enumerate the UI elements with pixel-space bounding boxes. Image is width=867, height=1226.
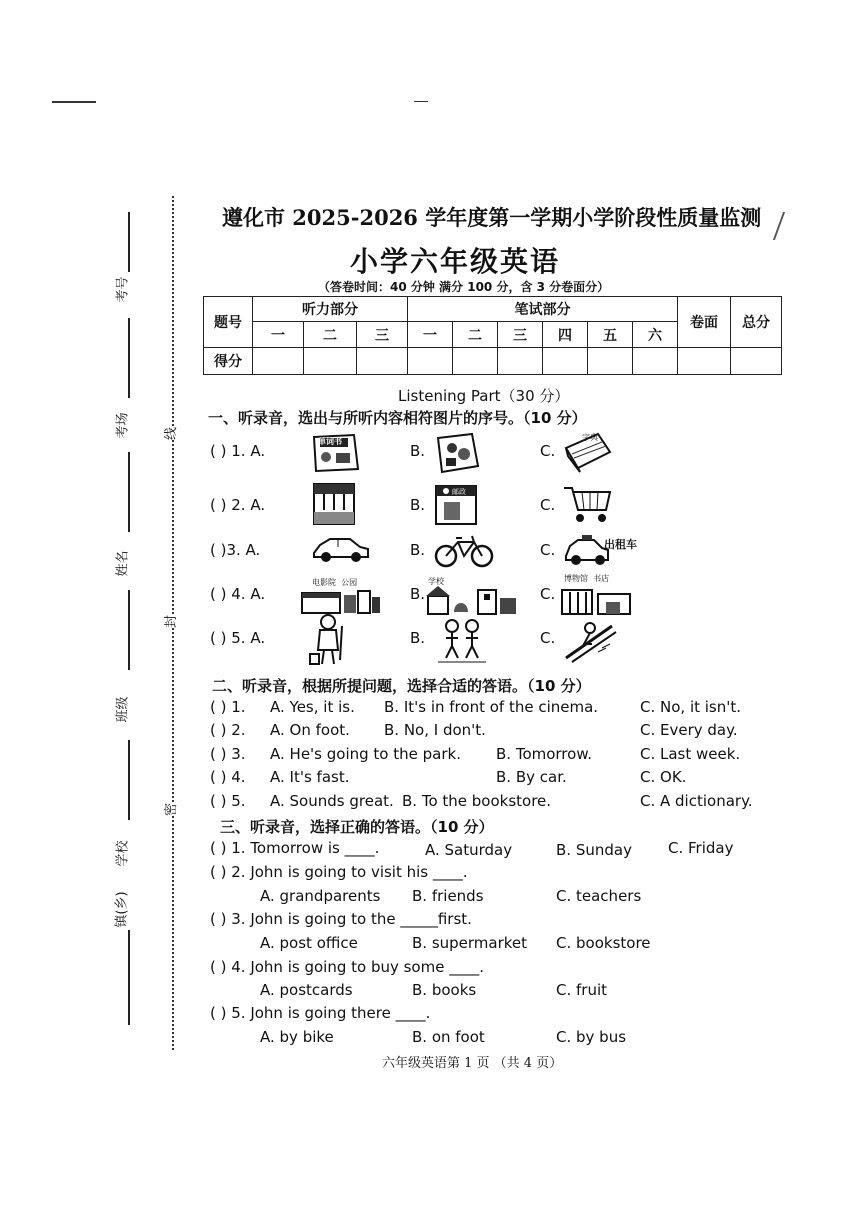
p3-q1-a: A. Saturday — [425, 841, 513, 859]
p3-q1-c: C. Friday — [668, 839, 734, 857]
p1-q5-c: C. — [540, 629, 556, 647]
score-table-listening: 听力部分 — [253, 297, 408, 322]
score-cell — [357, 348, 408, 375]
museum-bookstore-picture — [560, 580, 634, 616]
p3-q3-c: C. bookstore — [556, 934, 651, 952]
score-col: 四 — [543, 322, 588, 348]
pic-text-dictionary: 单词书 — [318, 437, 342, 446]
score-col: 一 — [253, 322, 304, 348]
p2-q2-a: A. On foot. — [270, 721, 350, 739]
score-col: 六 — [633, 322, 678, 348]
p1-q1-b: B. — [410, 442, 426, 460]
p1-q1-c: C. — [540, 442, 556, 460]
p1-q5-num: ( ) 5. A. — [210, 629, 266, 647]
p2-q1-a: A. Yes, it is. — [270, 698, 355, 716]
p2-q2-b: B. No, I don't. — [384, 721, 486, 739]
part1-heading: 一、听录音，选出与所听内容相符图片的序号。（10 分） — [208, 409, 587, 427]
score-table-juanmian: 卷面 — [678, 297, 731, 348]
score-cell — [453, 348, 498, 375]
p1-q4-num: ( ) 4. A. — [210, 585, 266, 603]
scan-mark — [52, 101, 96, 103]
score-table-writing: 笔试部分 — [408, 297, 678, 322]
p3-q5-question: ( ) 5. John is going there ____. — [210, 1004, 431, 1022]
p3-q5-c: C. by bus — [556, 1028, 627, 1046]
p1-q5-b: B. — [410, 629, 426, 647]
side-underline — [128, 930, 130, 1025]
pic-text-museum-bookstore: 博物馆 书店 — [564, 574, 610, 583]
p2-q5-num: ( ) 5. — [210, 792, 246, 810]
side-underline — [128, 318, 130, 398]
score-table-total: 总分 — [731, 297, 782, 348]
p3-q2-c: C. teachers — [556, 887, 642, 905]
p2-q2-num: ( ) 2. — [210, 721, 246, 739]
score-col: 一 — [408, 322, 453, 348]
side-underline — [128, 590, 130, 670]
p3-q3-a: A. post office — [260, 934, 358, 952]
p2-q5-b: B. To the bookstore. — [402, 792, 552, 810]
bicycle-picture — [432, 530, 496, 570]
p2-q4-num: ( ) 4. — [210, 768, 246, 786]
boy-sweeping-picture — [306, 612, 352, 668]
score-cell — [304, 348, 357, 375]
pic-text-school: 学校 — [428, 577, 444, 586]
p1-q3-b: B. — [410, 541, 426, 559]
p3-q4-a: A. postcards — [260, 981, 353, 999]
p2-q5-c: C. A dictionary. — [640, 792, 753, 810]
seal-char-line: 线 — [160, 427, 179, 440]
p2-q1-c: C. No, it isn't. — [640, 698, 742, 716]
school-hospital-picture — [424, 582, 520, 616]
p3-q2-question: ( ) 2. John is going to visit his ____. — [210, 863, 468, 881]
part2-heading: 二、听录音，根据所提问题，选择合适的答语。（10 分） — [212, 677, 591, 695]
side-label-name: 姓名 — [115, 550, 131, 577]
p2-q3-c: C. Last week. — [640, 745, 741, 763]
p2-q4-a: A. It's fast. — [270, 768, 350, 786]
corner-mark — [759, 212, 785, 240]
p2-q3-num: ( ) 3. — [210, 745, 246, 763]
score-col: 三 — [498, 322, 543, 348]
exam-note: （答卷时间：40 分钟 满分 100 分，含 3 分卷面分） — [318, 280, 610, 294]
cinema-park-picture — [300, 585, 382, 615]
score-cell — [408, 348, 453, 375]
p3-q2-a: A. grandparents — [260, 887, 381, 905]
score-table — [203, 296, 782, 375]
score-cell — [633, 348, 678, 375]
p3-q4-c: C. fruit — [556, 981, 608, 999]
score-table-tihao: 题号 — [204, 297, 253, 348]
side-underline — [128, 740, 130, 820]
exam-title: 遵化市 2025-2026 学年度第一学期小学阶段性质量监测 — [222, 205, 762, 230]
score-row-label: 得分 — [204, 348, 253, 375]
p1-q2-b: B. — [410, 496, 426, 514]
seal-char-seal: 封 — [160, 615, 179, 628]
p3-q3-question: ( ) 3. John is going to the _____first. — [210, 910, 472, 928]
car-picture — [310, 533, 372, 565]
exam-subtitle: 小学六年级英语 — [350, 245, 561, 278]
side-label-exam-room: 考场 — [115, 412, 131, 439]
side-underline — [128, 452, 130, 532]
p3-q2-b: B. friends — [412, 887, 484, 905]
pic-text-zidian: 字典 — [582, 433, 598, 442]
p2-q4-b: B. By car. — [496, 768, 567, 786]
side-label-town: 镇(乡) — [114, 891, 130, 928]
p2-q5-a: A. Sounds great. — [270, 792, 394, 810]
comic-book-picture — [432, 432, 482, 474]
shop-building-picture — [310, 480, 358, 526]
p2-q4-c: C. OK. — [640, 768, 687, 786]
score-cell — [678, 348, 731, 375]
p1-q4-b: B. — [410, 585, 426, 603]
page-footer: 六年级英语第 1 页 （共 4 页） — [382, 1056, 563, 1071]
p3-q3-b: B. supermarket — [412, 934, 528, 952]
pic-text-cinema-park: 电影院 公园 — [312, 578, 358, 587]
p2-q1-num: ( ) 1. — [210, 698, 246, 716]
p3-q4-question: ( ) 4. John is going to buy some ____. — [210, 958, 484, 976]
p2-q1-b: B. It's in front of the cinema. — [384, 698, 599, 716]
side-label-class: 班级 — [115, 696, 131, 723]
p2-q2-c: C. Every day. — [640, 721, 738, 739]
p1-q2-c: C. — [540, 496, 556, 514]
two-kids-walking-picture — [436, 616, 488, 664]
part3-heading: 三、听录音，选择正确的答语。（10 分） — [220, 818, 494, 836]
p2-q3-b: B. Tomorrow. — [496, 745, 592, 763]
pic-text-taxi: 出租车 — [604, 538, 637, 551]
score-cell — [731, 348, 782, 375]
score-col: 二 — [304, 322, 357, 348]
listening-part-title: Listening Part（30 分） — [398, 387, 570, 405]
score-col: 二 — [453, 322, 498, 348]
side-label-school: 学校 — [115, 840, 131, 867]
p3-q1-question: ( ) 1. Tomorrow is ____. — [210, 839, 380, 857]
p1-q2-num: ( ) 2. A. — [210, 496, 266, 514]
p3-q4-b: B. books — [412, 981, 477, 999]
shopping-cart-picture — [562, 482, 614, 524]
score-cell — [253, 348, 304, 375]
kid-sliding-picture — [562, 614, 618, 664]
score-col: 五 — [588, 322, 633, 348]
p1-q3-num: ( )3. A. — [210, 541, 261, 559]
p3-q1-b: B. Sunday — [556, 841, 632, 859]
p1-q4-c: C. — [540, 585, 556, 603]
score-cell — [588, 348, 633, 375]
side-underline — [128, 212, 130, 272]
score-cell — [498, 348, 543, 375]
p2-q3-a: A. He's going to the park. — [270, 745, 461, 763]
pic-text-post: 邮政 — [452, 488, 466, 496]
p1-q1-num: ( ) 1. A. — [210, 442, 266, 460]
score-col: 三 — [357, 322, 408, 348]
p3-q5-b: B. on foot — [412, 1028, 485, 1046]
seal-char-secret: 密 — [160, 803, 179, 816]
score-cell — [543, 348, 588, 375]
p3-q5-a: A. by bike — [260, 1028, 334, 1046]
scan-mark — [414, 101, 428, 102]
side-label-exam-number: 考号 — [115, 276, 131, 303]
p1-q3-c: C. — [540, 541, 556, 559]
